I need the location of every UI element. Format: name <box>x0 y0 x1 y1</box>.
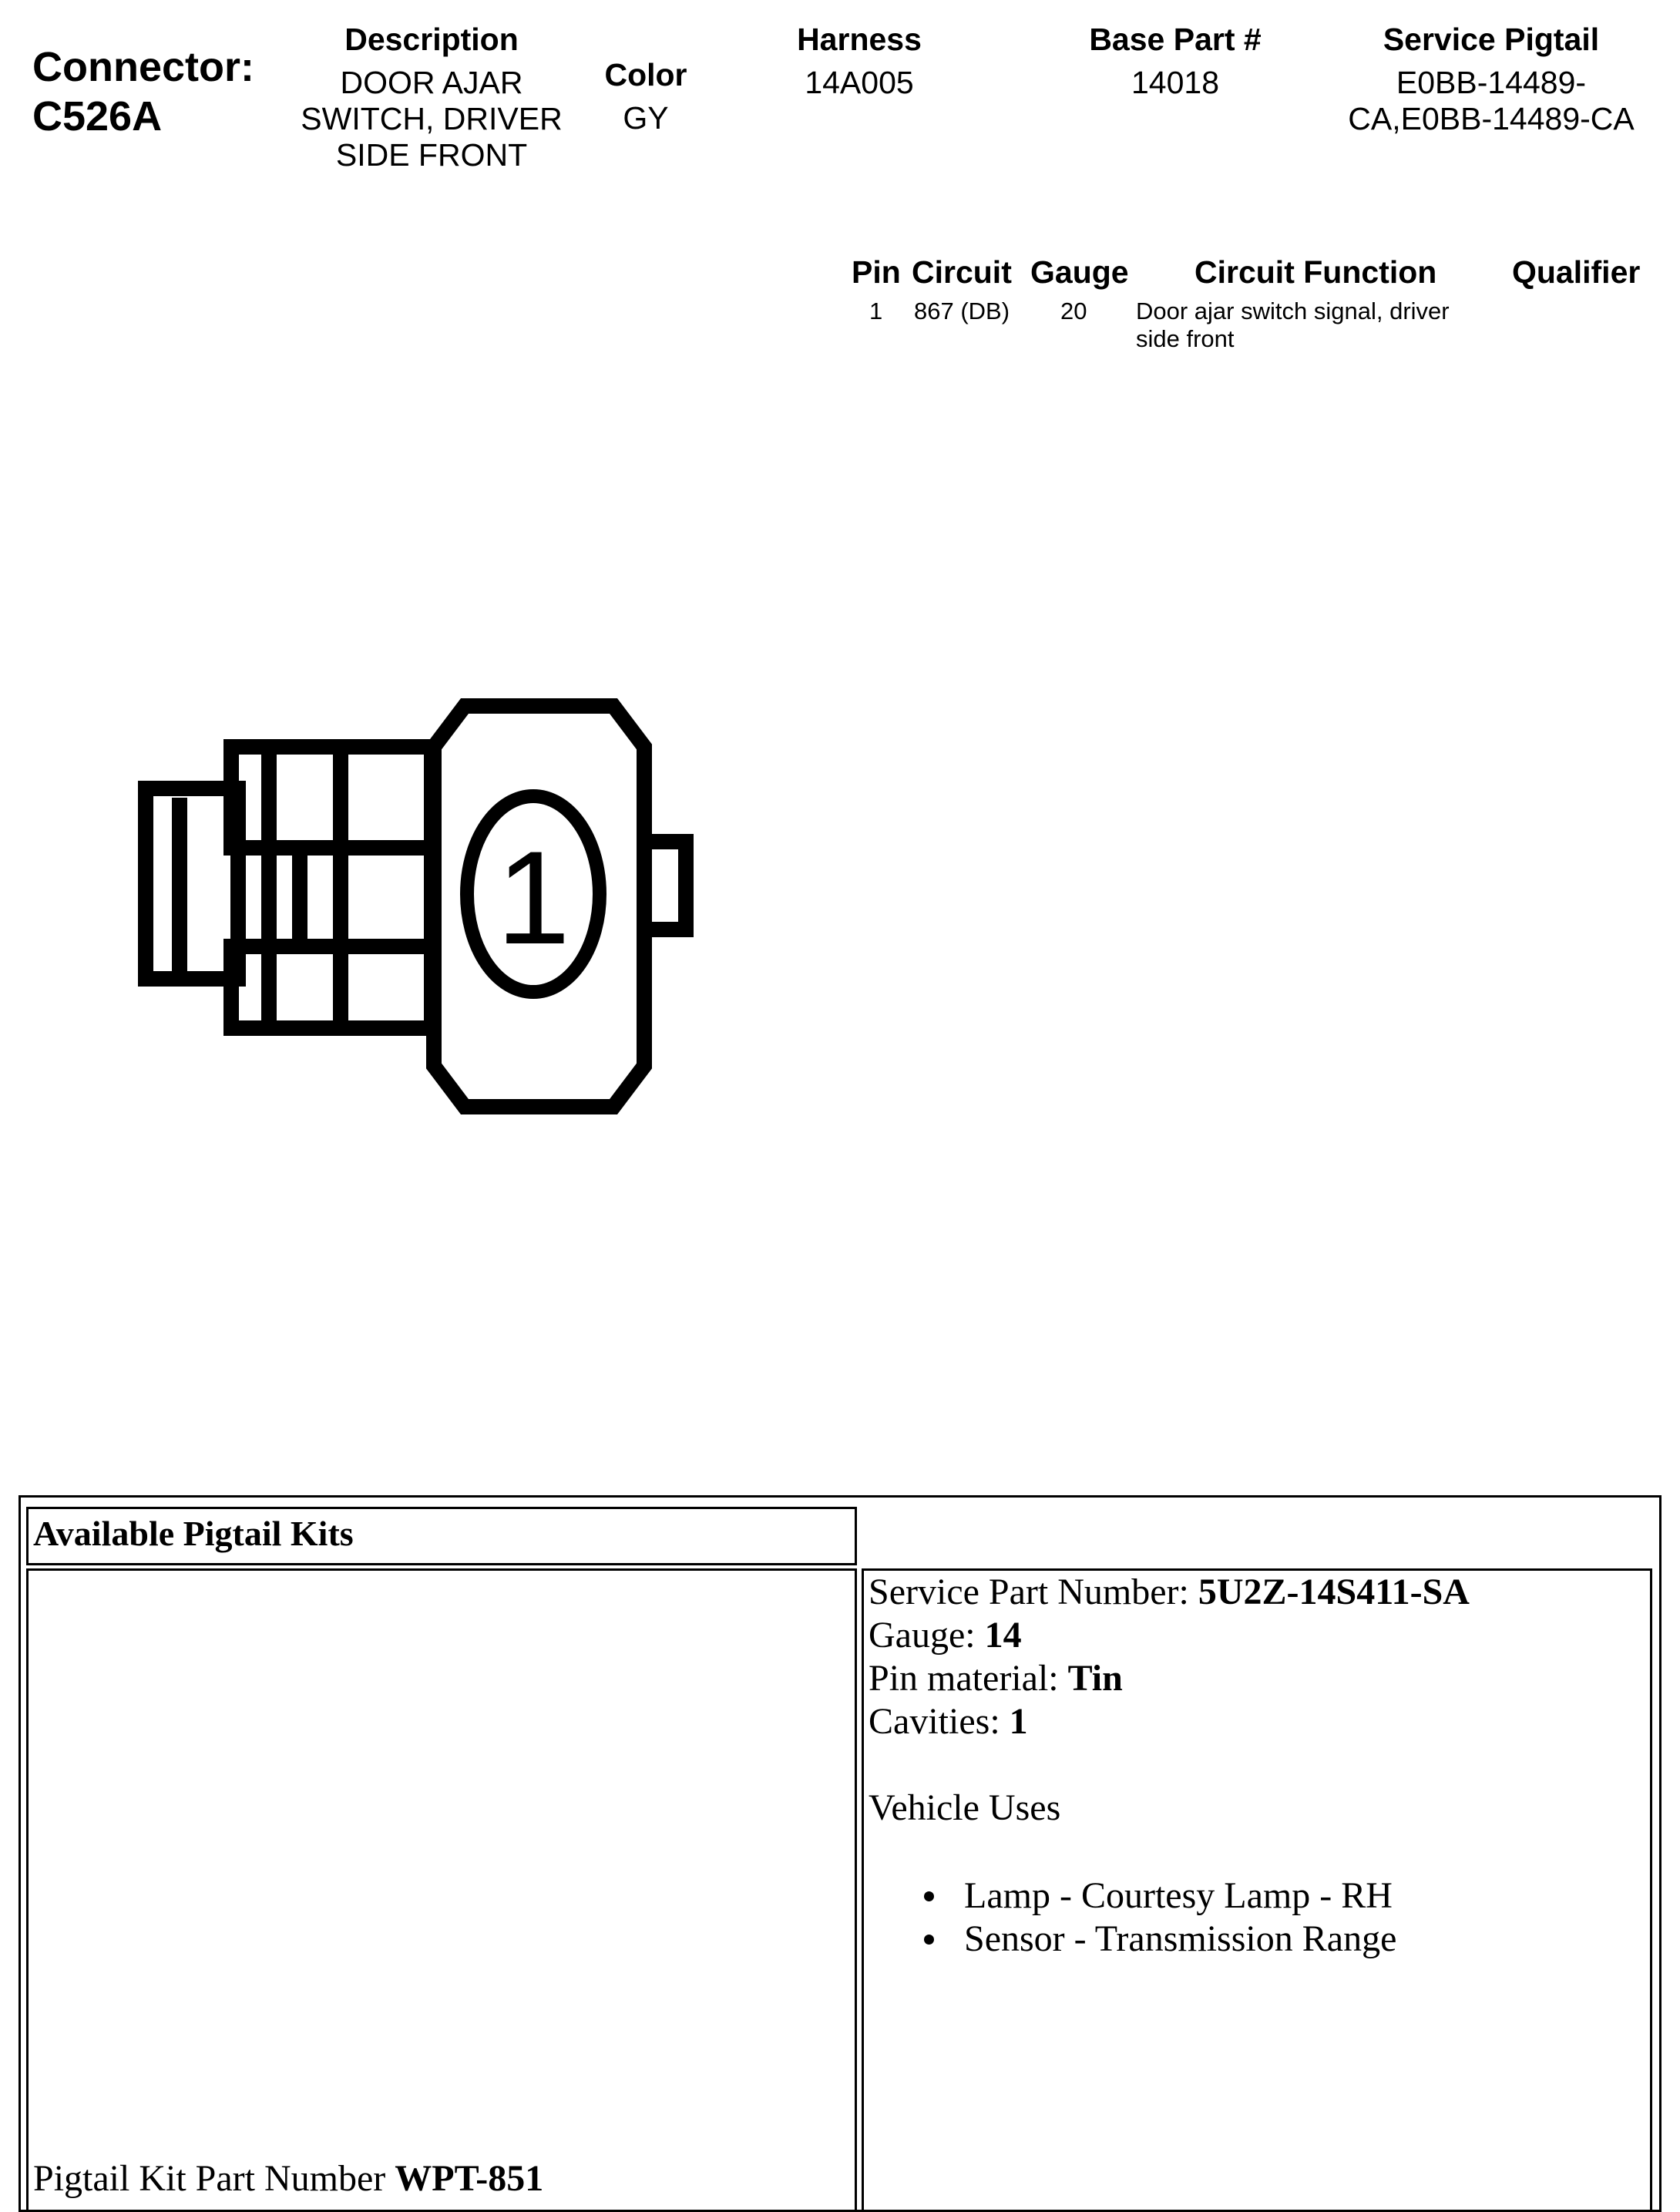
color-label: Color <box>604 57 687 92</box>
circuit-function-cell: Door ajar switch signal, driver side front <box>1136 298 1450 352</box>
connector-id: C526A <box>32 93 163 140</box>
pin-number-cell: 1 <box>869 298 883 324</box>
pin-material-label: Pin material: <box>869 1658 1059 1699</box>
vehicle-use-item: Lamp - Courtesy Lamp - RH <box>924 1874 1650 1918</box>
kit-gauge-label: Gauge: <box>869 1615 976 1656</box>
base-part-label: Base Part # <box>1089 22 1262 57</box>
connector-title-label: Connector: <box>32 44 254 90</box>
cavities-label: Cavities: <box>869 1701 1000 1742</box>
pin-material-value: Tin <box>1067 1658 1123 1699</box>
gauge-cell: 20 <box>1060 298 1087 324</box>
vehicle-uses-label: Vehicle Uses <box>869 1787 1061 1828</box>
service-part-number <box>869 1571 1650 1614</box>
base-part-value: 14018 <box>1131 65 1219 100</box>
pigtail-kit-details-cell <box>862 1568 1652 2212</box>
vehicle-use-item: Sensor - Transmission Range <box>924 1918 1650 1961</box>
gauge-header: Gauge <box>1030 254 1129 290</box>
vehicle-uses-list <box>924 1874 1650 1961</box>
pigtail-kit-image-cell <box>26 1568 857 2212</box>
pigtail-kits-header-cell <box>26 1507 857 1565</box>
cavities <box>869 1700 1650 1743</box>
circuit-function-header: Circuit Function <box>1194 254 1437 290</box>
description-label: Description <box>344 22 519 57</box>
qualifier-header: Qualifier <box>1512 254 1641 290</box>
description-value: DOOR AJAR SWITCH, DRIVER SIDE FRONT <box>301 65 563 173</box>
service-part-value: 5U2Z-14S411-SA <box>1198 1572 1470 1612</box>
service-part-label: Service Part Number: <box>869 1572 1189 1612</box>
pigtail-kit-part-label: Pigtail Kit Part Number <box>33 2158 386 2199</box>
kit-gauge-value: 14 <box>984 1615 1022 1656</box>
cavities-value: 1 <box>1009 1701 1028 1742</box>
harness-value: 14A005 <box>805 65 914 100</box>
pin-material <box>869 1657 1650 1700</box>
circuit-cell: 867 (DB) <box>914 298 1010 324</box>
kit-gauge <box>869 1614 1650 1657</box>
harness-label: Harness <box>797 22 922 57</box>
pin-cavity-label: 1 <box>496 824 570 972</box>
circuit-header: Circuit <box>912 254 1012 290</box>
pigtail-kit-part-value: WPT-851 <box>395 2158 544 2199</box>
pin-header: Pin <box>852 254 901 290</box>
color-value: GY <box>623 100 669 136</box>
service-pigtail-label: Service Pigtail <box>1383 22 1600 57</box>
pigtail-kits-title: Available Pigtail Kits <box>33 1514 354 1553</box>
service-pigtail-value: E0BB-14489-CA,E0BB-14489-CA <box>1348 65 1635 136</box>
connector-key-tab <box>644 842 686 930</box>
pigtail-kit-part-number <box>33 2157 543 2200</box>
